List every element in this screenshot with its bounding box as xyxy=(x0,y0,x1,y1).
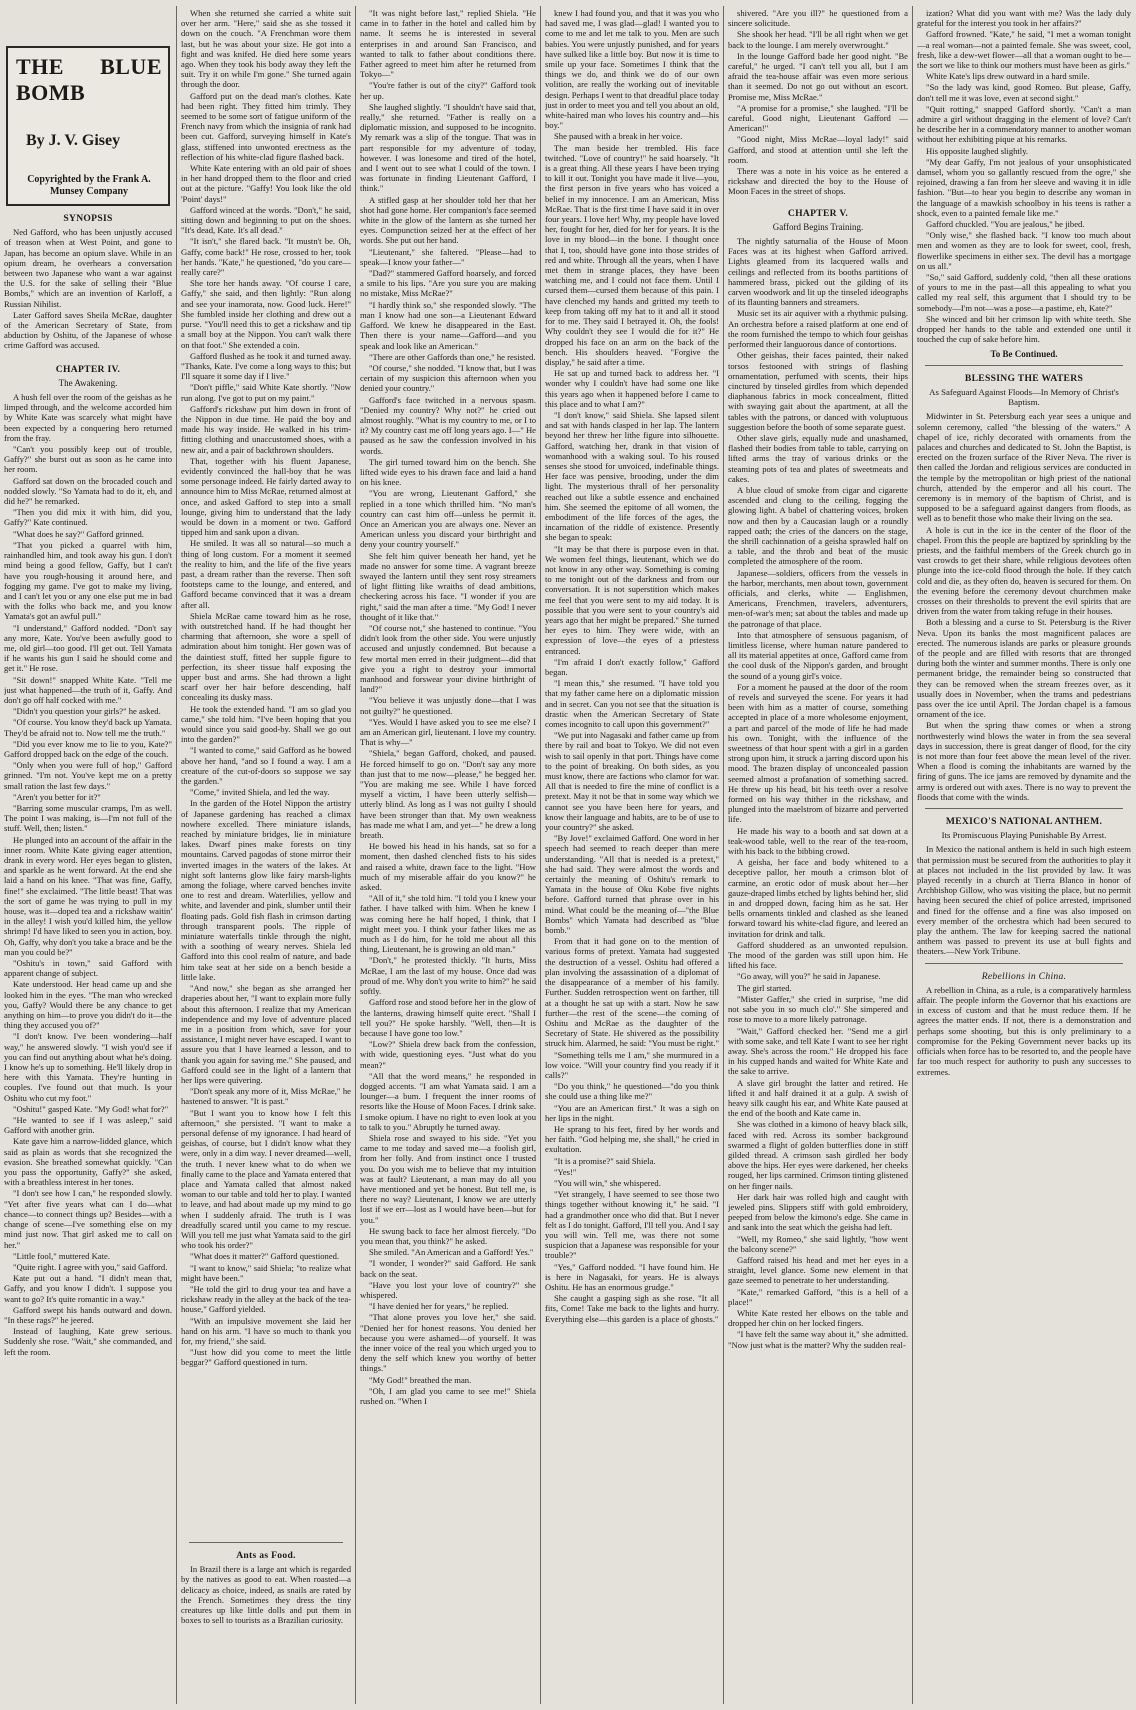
article-paragraph: "I understand," Gafford nodded. "Don't say any more, Kate. You've been awfully good to me, old girl—too good. I'll get out. Tell Yamata if he wants his gun I said he should come and get it." He rose. xyxy=(4,622,172,674)
column-rule xyxy=(176,6,177,1704)
article-paragraph: From that it had gone on to the mention of various forms of pretext. Yamata had suggested the destruction of a vessel. Oshitu had offered a plan involving the assassination of a diplomat of the disappearance of a member of his family. Further. Sudden retrospection went on farther, till at a thought he sat up with a start. Now he saw further—the rest of the scene—the coming of Oshitu and McRae as the daughter of the Secretary of State. He shivered as the possibility struck him. Alarmed, he said: "You must be right." xyxy=(545,936,719,1049)
china-heading: Rebellions in China. xyxy=(981,970,1067,982)
article-paragraph: "It was night before last," replied Shiela. "He came in to father in the hotel and called him by name. It seems he is interested in several enterprises in and around San Francisco, and wanted to talk to father about conditions there. Father agreed to meet him after he returned from Tokyo—" xyxy=(360,8,536,80)
article-paragraph: In Mexico the national anthem is held in such high esteem that permission must be secured from the authorities to play it at places not included in the list provided by law. It was played recently in a church at Tierra Blanco in honor of Archbishop Gillow, who was visiting the place, but no permit having been secured the chief of police arrested, imprisoned and fined for the offense and a fine was also imposed on every member of the orchestra which had been secured to play the anthem. The law for keeping sacred the national anthem was passed to prevent its use at bull fights and theaters.—New York Tribune. xyxy=(917,844,1131,957)
article-paragraph: Other slave girls, equally nude and unashamed, flashed their bodies from table to table, carrying on lifted arms the tray of various drinks or the steaming pots of tea and plates of sweetmeats and cakes. xyxy=(728,432,908,484)
synopsis-paragraph: Later Gafford saves Sheila McRae, daughter of the American Secretary of State, from abduction by Oshitu, of the Japanese of whose crime Gafford was accused. xyxy=(4,309,172,351)
article-paragraph: Gafford's rickshaw put him down in front of the Nippon in due time. He paid the boy and made his way inside. He walked in his trim-fitting clothing and unaccustomed shoes, with a new air, and a pair of backthrown shoulders. xyxy=(181,403,351,455)
article-paragraph: "Yes!" xyxy=(554,1166,577,1177)
article-paragraph: He sprang to his feet, fired by her words and her faith. "God helping me, she shall," he cried in exultation. xyxy=(545,1123,719,1155)
chapter-iv-subheading: The Awakening. xyxy=(58,377,118,388)
article-paragraph: "And now," she began as she arranged her draperies about her, "I want to explain more fully about this afternoon. I realize that my American independence and my love of adventure placed me in a position from which, save for your assistance, I might never have escaped. I want to assure you that I have learned a lesson, and to thank you again for saving me." She paused, and Gafford could see in the light of a lantern that her lips were quivering. xyxy=(181,983,351,1085)
article-paragraph: "Yes," Gafford nodded. "I have found him. He is here in Nagasaki, for years. He is always Oshitu. He has an enormous grudge." xyxy=(545,1261,719,1292)
column-1 xyxy=(4,8,172,1702)
synopsis-paragraph: Ned Gafford, who has been unjustly accused of treason when at West Point, and gone to Japan, has become an opium slave. While in an opium dream, he overhears a conversation between two Japanese who want a war against the U.S. for the sake of selling their "Blue Bombs," which are an invention of Karloff, a Russian Nihilist. xyxy=(4,227,172,309)
blessing-heading: BLESSING THE WATERS xyxy=(964,372,1084,384)
column-rule xyxy=(723,6,724,1704)
article-paragraph: "He wanted to see if I was asleep," said Gafford with another grin. xyxy=(4,1115,172,1136)
article-paragraph: Shiela McRae came toward him as he rose, with outstretched hand. If he had thought her charming that afternoon, she wore a spell of admiration about him tonight. Her gown was of the daintiest stuff, fitted her supple figure to perfection, its sheer tissue half exposing the upper bust and arms. She had thrown a light scarf over her hair before descending, half concealing its dusky mass. xyxy=(181,610,351,703)
article-paragraph: Kate gave him a narrow-lidded glance, which said as plain as words that she recognized the evasion. She breathed somewhat quickly. "Can you pass the opportunity, Gaffy?" she asked, with a breathless interest in her tones. xyxy=(4,1136,172,1188)
copyright-notice: Copyrighted by the Frank A. Munsey Company xyxy=(27,174,151,197)
article-paragraph: When she returned she carried a white suit over her arm. "Here," said she as she tossed it down on the couch. "A Frenchman wore them last, but he was about your size. He got into a fight and was knifed. He died here some years ago. When they took his body away they left the suit. Try it on while I'm gone." She turned again through the door. xyxy=(181,8,351,90)
article-paragraph: "So," said Gafford, suddenly cold, "then all these orations of yours to me in the past—all this appealing to what you called my real self, this argument that I should try to be somebody—I'm not—was a pose—a pastime, eh, Kate?" xyxy=(917,272,1131,313)
article-paragraph: "It may be that there is purpose even in that. We women feel things, lieutenant, which we do not know in any other way. Something is coming to me tonight out of the darkness and from our conversation. It is not superstition which makes me feel that you were sent to my aid today. It is possible that you were sent to your country's aid years ago that her might be prepared." She turned her eyes to him. They were wide, with an expression of love—the eyes of a priestess entranced. xyxy=(545,543,719,656)
column-rule xyxy=(540,6,541,1704)
article-paragraph: In the garden of the Hotel Nippon the artistry of Japanese gardening has reached a climax nowhere excelled. There miniature islands, reached by miniature bridges, lie in miniature lakes. Dwarf pines make forests on tiny mountains. Carved pagodas of stone mirror their inverted images in the waters of the lakes. At night soft lanterns glow like fairy marsh-lights among the foliage, where carved benches invite one to rest and dream. Waterlilies, yellow and white, and lavender and pink, slumber until their floating pads. Gold fish flash in crimson darting through transparent pools. The ripple of miniature waterfalls tinkle through the night, with a soothing of weary nerves. Shiela led Gafford into this cool realm of nature, and bade him take seat at her side on a bench beside a little lake. xyxy=(181,798,351,982)
article-paragraph: Into that atmosphere of sensuous paganism, of limitless license, where human nature pandered to all its material appetites at once, Gafford came from the cool dusk of the Nippon's garden, and brought the sound of a young girl's voice. xyxy=(728,629,908,681)
article-paragraph: Gafford rose and stood before her in the glow of the lanterns, drawing himself quite erect. "Shall I tell you?" He spoke harshly. "Well, then—It is because I have gone too low." xyxy=(360,997,536,1038)
section-divider xyxy=(925,808,1123,809)
article-paragraph: "Just how did you come to meet the little beggar?" Gafford questioned in turn. xyxy=(181,1347,351,1368)
article-paragraph: Both a blessing and a curse to St. Petersburg is the River Neva. Upon its banks the most magnificent palaces are erected. The numerous islands are parks or pleasure grounds of the people and are filled with resorts that are thronged during both the winter and summer months. There is only one permanent bridge, the remainder being so constructed that they can be removed when the stream freezes over, as it usually does in November, when the trams and pedestrians pass over the ice until April. The Jordan chapel is a famous ornament of the ice. xyxy=(917,617,1131,720)
article-paragraph: "I want to know," said Shiela; "to realize what might have been." xyxy=(181,1262,351,1283)
article-paragraph: "My God!" breathed the man. xyxy=(369,1374,472,1385)
article-paragraph: He smiled. It was all so natural—so much a thing of long custom. For a moment it seemed the reality to him, and the life of the five years past, a dream rather than the reverse. Then soft footsteps came to the lounge, and entered, and Gafford became convinced that it was a dream after all. xyxy=(181,538,351,610)
article-paragraph: "I don't know. I've been wondering—half way," he answered slowly. "I wish you'd see if you can find out anything about what he's doing. I know he's up to something. He'll likely drop in here with this Yamata. They're hunting in couples. I've found out that much. Is your Oshitu who cut my foot." xyxy=(4,1031,172,1103)
article-paragraph: White Kate's lips drew outward in a hard smile. xyxy=(926,71,1090,82)
article-paragraph: "Do you think," he questioned—"do you think she could use a thing like me?" xyxy=(545,1081,719,1102)
article-paragraph: shivered. "Are you ill?" he questioned from a sincere solicitude. xyxy=(728,8,908,29)
article-paragraph: "Barring some muscular cramps, I'm as well. The point I was making, is—I'm not full of the stuff. Well, then; listen." xyxy=(4,802,172,834)
article-paragraph: "Of course," she nodded. "I know that, but I was certain of my suspicion this afternoon when you denied your country." xyxy=(360,362,536,394)
column-3 xyxy=(360,8,536,1702)
article-paragraph: She caught a gasping sigh as she rose. "It all fits, Come! Take me back to the lights and hurry. Everything else—this garden is a place of ghosts." xyxy=(545,1293,719,1324)
article-paragraph: "Good night, Miss McRae—loyal lady!" said Gafford, and stood at attention until she left the room. xyxy=(728,134,908,165)
article-paragraph: "Dad?" stammered Gafford hoarsely, and forced a smile to his lips. "Are you sure you are making no mistake, Miss McRae?" xyxy=(360,268,536,299)
article-paragraph: "It isn't," she flared back. "It mustn't be. Oh, Gaffy, come back!" He rose, crossed to her, took her hands. "Kate," he questioned, "do you care—really care?" xyxy=(181,236,351,278)
ants-heading: Ants as Food. xyxy=(236,1550,296,1561)
article-paragraph: Gafford frowned. "Kate," he said, "I met a woman tonight—a real woman—not a painted female. She was sweet, cool, fresh, like a dew-wet flower—all that a woman ought to be—the sort we like to think our mothers must have been as girls." xyxy=(917,29,1131,71)
article-paragraph: He made his way to a booth and sat down at a teak-wood table, well to the rear of the tea-room, with his back to the bibbing crowd. xyxy=(728,825,908,857)
column-2 xyxy=(181,8,351,1702)
article-paragraph: "Only wise," she flashed back. "I know too much about men and women as they are to look for sweet, cool, fresh, flowerlike specimens in either sex. The devil has a mortgage on us all." xyxy=(917,230,1131,271)
article-paragraph: "Of course. You know they'd back up Yamata. They'd be afraid not to. Now tell me the truth." xyxy=(4,717,172,738)
article-paragraph: "Only when you were full of hop," Gafford grinned. "I'm not. You've kept me on a pretty small ration the last few days." xyxy=(4,760,172,791)
column-4-body xyxy=(545,8,719,1324)
article-paragraph: There was a note in his voice as he entered a rickshaw and directed the boy to the House of Moon Faces in the street of shops. xyxy=(728,166,908,197)
article-paragraph: Gafford sat down on the brocaded couch and nodded slowly. "So Yamata had to do it, eh, and did he?" he remarked. xyxy=(4,475,172,507)
article-paragraph: "Kate," remarked Gafford, "this is a hell of a place!" xyxy=(728,1286,908,1307)
article-paragraph: She felt him quiver beneath her hand, yet he made no answer for some time. A vagrant breeze swayed the lantern until they sent rosy streamers of light flitting like wraiths of dead ambitions, checkering across his face. "I wonder if you are right," said the man after a time. "My God! I never thought of it like that." xyxy=(360,550,536,622)
article-paragraph: "Well, my Romeo," she said lightly, "how went the balcony scene?" xyxy=(728,1233,908,1254)
article-paragraph: "I wanted to come," said Gafford as he bowed above her hand, "and so I found a way. I am a creature of the cut-of-doors so suppose we say the garden." xyxy=(181,745,351,787)
article-paragraph: "Something tells me I am," she murmured in a low voice. "Will your country find you ready if it calls?" xyxy=(545,1049,719,1080)
article-paragraph: "A promise for a promise," she laughed. "I'll be careful. Good night, Lieutenant Gafford — American!" xyxy=(728,102,908,134)
article-paragraph: That, together with his fluent Japanese, evidently convinced the hall-boy that he was some personage indeed. He fairly darted away to announce him to Miss McRae, returned almost at once, and asked Gafford to step into a small lounge, giving him to understand that the lady would be down in a moment or two. Gafford tipped him and sank upon a divan. xyxy=(181,455,351,538)
blessing-body xyxy=(917,411,1131,802)
article-paragraph: "What does he say?" Gafford grinned. xyxy=(13,528,144,539)
article-paragraph: "Yes. Would I have asked you to see me else? I am an American girl, lieutenant. I love my country. That is why—" xyxy=(360,716,536,748)
article-paragraph: The man beside her trembled. His face twitched. "Love of country!" he said hoarsely. "It is a great thing. All these years I have been trying to kill it out. Tonight you have made it live—you, the first person in five years who has voiced a belief in my innocence. I am an American, Miss McRae. That is the first time I have said it in over four years. I love her! Why, my people have loved her, fought for her, died for her for years. It is the love in my blood—in the bone. I thought once that I, too, should have gone into those strides of red and white. Through all the years, when I have met them in strange places, they have been watching me, and I could not face them. Until I cursed them—cursed them because of this pain. I have clenched my hands and gritted my teeth to keep from taking off my hat to it and all it stood for to me. They said I betrayed it. Oh, the fools! Why couldn't they see I would die for it?" He dropped his face on an arm on the back of the bench. His shoulders heaved. "Forgive the display," he said after a time. xyxy=(545,142,719,367)
article-paragraph: A rebellion in China, as a rule, is a comparatively harmless affair. The people inform the Governor that his exactions are in excess of custom and that he must reduce them. If he agrees the matter ends. If not, there is a demonstration and perhaps some shooting, but this is only preliminary to a compromise for the Peking Government never backs up its officials when force has to be resorted to, and the people have far too much respect for authority to push any successes to extremes. xyxy=(917,984,1131,1077)
article-paragraph: A slave girl brought the latter and retired. He lifted it and half drained it at a gulp. A swish of heavy silk caught his ear, and White Kate paused at the end of the booth and Kate came in. xyxy=(728,1077,908,1119)
article-paragraph: She tore her hands away. "Of course I care, Gaffy," she said, and then lightly: "Run along and see your inamorata, now. Good luck. Here!" She fumbled inside her clothing and drew out a purse. "You'll need this to get a rickshaw and tip a small boy at the Nippon. You can't walk there on that foot." She extended a coin. xyxy=(181,278,351,350)
article-paragraph: "I hardly think so," she responded slowly. "The man I know had one son—a Lieutenant Edward Gafford. We knew he disappeared in the East. Then there is your name—Gafford—and you speak and look like an American." xyxy=(360,299,536,351)
article-paragraph: "Have you lost your love of country?" she whispered. xyxy=(360,1279,536,1300)
article-paragraph: "Don't piffle," said White Kate shortly. "Now run along. I've got to put on my paint." xyxy=(181,382,351,403)
anthem-dek: Its Promiscuous Playing Punishable By Arrest. xyxy=(941,830,1107,841)
article-paragraph: "Don't speak any more of it, Miss McRae," he hastened to answer. "It is past." xyxy=(181,1086,351,1107)
article-paragraph: Her dark hair was rolled high and caught with jeweled pins. Slippers stiff with gold embroidery, peeped from below the kimono's edge. She came in and sank into the seat which the geisha had left. xyxy=(728,1191,908,1233)
article-paragraph: "I don't see how I can," he responded slowly. "Yet after five years what can I do—what chance—to connect things up? Besides—with a change of scene—I've something else on my mind just now. That girl asked me to call on her." xyxy=(4,1188,172,1250)
article-paragraph: White Kate rested her elbows on the table and dropped her chin on her locked fingers. xyxy=(728,1307,908,1329)
article-paragraph: The nightly saturnalia of the House of Moon Faces was at its highest when Gafford arrived. Lights gleamed from its lacquered walls and ceilings and reflected from its booths partitions of hammered brass, picked out the gilding of its carven woodwork and lit up the tinseled ideographs of its flaunting banners and streamers. xyxy=(728,236,908,308)
column-5-body xyxy=(728,236,908,1350)
article-paragraph: Gafford chuckled. "You are jealous," he jibed. xyxy=(926,219,1085,230)
ants-body xyxy=(181,1564,351,1625)
article-paragraph: "That you picked a quarrel with him, rainhandled him, and took away his gun. I don't mind being a good fellow, Gaffy, but I can't have you rough-housing it around here, and fogging my game. I've got to make my living, and I can't let you or any one else put me in bad with the folks who back me, and you know Yamata's got an awful pull." xyxy=(4,539,172,622)
article-paragraph: The girl started. xyxy=(737,982,792,993)
column-rule xyxy=(912,6,913,1704)
article-paragraph: A blue cloud of smoke from cigar and cigarette ascended and clung to the ceiling, fogging the glowing light. A babel of chattering voices, broken now and then by a Caucasian laugh or a roundly rapped oath; the cries of the dancers on the stage, the shrill cachinnation of a geisha sprawled half on a table, and the throb and beat of the music completed the atmosphere of the room. xyxy=(728,484,908,567)
article-paragraph: Gafford put on the dead man's clothes. Kate had been right. They fitted him trimly. They seemed to be some sort of fatigue uniform of the French navy from which the insignia of rank had been cut. Gafford, surveying himself in Kate's glass, stiffened into unwonted erectness as the reflection of his white-clad figure flashed back. xyxy=(181,90,351,162)
article-paragraph: The girl turned toward him on the bench. She lifted wide eyes to his drawn face and laid a hand on his knee. xyxy=(360,456,536,488)
article-paragraph: "Lieutenant," she faltered. "Please—had to speak—I know your father—" xyxy=(360,246,536,267)
article-paragraph: For a moment he paused at the door of the room of revels and surveyed the scene. For years it had been with him as a matter of course, something accepted in place of a more wholesome enjoyment, a part and parcel of the mode of life he had made his own. Tonight, with the influence of the sweetness of that hour spent with a girl in a garden strong upon him, it struck a jarring discord upon his mood. The brazen display of unconcealed passion seemed almost a profanation of something sacred. He threw up his head, bit his teeth over a resolve formed on his way thither in the rickshaw, and plunged into the maelstrom of bizarre and perverted life. xyxy=(728,681,908,825)
section-divider xyxy=(925,365,1123,366)
article-paragraph: "My dear Gaffy, I'm not jealous of your unsophisticated damsel, whom you so gallantly rescued from the ogre," she rejoined, drawing a fan from her sleeve and waving it in idle fashion. "But—to hear you begin to describe any woman in the language of a mawkish schoolboy in his teens is rather a shock, even to a painted female like me." xyxy=(917,156,1131,218)
article-paragraph: "You are wrong, Lieutenant Gafford," she replied in a tone which thrilled him. "No man's country can cast him off—unless he permit it. Once an American you are always one. Never an American unless you discard your birthright and deny your country yourself." xyxy=(360,488,536,550)
article-paragraph: He swung back to face her almost fiercely. "Do you mean that, you think?" he asked. xyxy=(360,1225,536,1246)
article-paragraph: Midwinter in St. Petersburg each year sees a unique and solemn ceremony, called "the blessing of the waters." A chapel of ice, richly decorated with ornaments from the palaces and churches and dedicated to St. John the Baptist, is erected on the frozen surface of the River Neva. The river is then called the Jordan and religious services are conducted in the temple by the metropolitan or high priest of the national church, attended by the emperor and all his court. The ceremony is in memory of the baptism of Christ, and is supposed to be a safeguard against dangers from floods, as well as to benefit those who make their living on the sea. xyxy=(917,411,1131,524)
article-paragraph: She paused with a break in her voice. xyxy=(554,131,683,142)
article-paragraph: Other geishas, their faces painted, their naked torsos festooned with strings of flashing ornamentation, perfumed with scents, their hips cinctured by tinseled girdles from which depended diaphanous fabrics in mock concealment, flitted with swaying gait about the apartment, at all the tables with the patrons, or danced with voluptuous suggestion before the booth of some separate guest. xyxy=(728,350,908,432)
article-paragraph: "I have denied her for years," he replied. xyxy=(369,1301,509,1312)
article-paragraph: "All of it," she told him. "I told you I knew your father. I have talked with him. When he knew I was coming here he half hoped, I think, that I might meet you. I think your father likes me as much as I do him, for he told me about all this thing, Lieutenant, he is growing an old man." xyxy=(360,893,536,955)
article-paragraph: "Yet strangely, I have seemed to see those two things together without knowing it," he said. "I had a grandmother once who did that. But I never felt as I do tonight. Gafford, I'll tell you. And I say you will win. Tell me, was there not some suspicion that a Japanese was responsible for your trouble?" xyxy=(545,1189,719,1261)
article-paragraph: "By Jove!" exclaimed Gafford. One word in her speech had seemed to reach deeper than mere understanding. "All that is needed is a pretext," she had said. They were almost the words and certainly the meaning of Oshitu's remark to Yamata in the house of Oku Kobe five nights before. Gafford turned that phrase over in his mind. What could be the meaning of—"the Blue Bombs" which Yamata had described as "blue bomb." xyxy=(545,833,719,936)
article-paragraph: Gafford shuddered as an unwonted repulsion. The mood of the garden was still upon him. He lifted his face. xyxy=(728,939,908,971)
article-paragraph: "Shiela," began Gafford, choked, and paused. He forced himself to go on. "Don't say any more than just that to me now—please," he begged her. "You are making me see. While I have forced myself a victim, I have been utterly selfish—utterly blind. As long as I was not guilty I should have been stronger than that. My own weakness has made me what I am, and yet—" he drew a long breath. xyxy=(360,748,536,841)
article-paragraph: She laughed slightly. "I shouldn't have said that, really," she returned. "Father is really on a diplomatic mission, and supposed to be incognito. My remark was a slip of the tongue. That was in part responsible for my adventure of today, however. I was lonesome and tired of the hotel, and I went out to see what I could of the town. I was fortunate in finding Lieutenant Gafford, I think." xyxy=(360,101,536,194)
article-paragraph: "You are an American first." It was a sigh on her lips in the night. xyxy=(545,1102,719,1123)
column-6-body xyxy=(917,8,1131,345)
article-paragraph: "I'm afraid I don't exactly follow," Gafford began. xyxy=(545,656,719,677)
column-4 xyxy=(545,8,719,1702)
article-paragraph: She smiled. "An American and a Gafford! Yes." xyxy=(369,1247,534,1258)
article-paragraph: "Did you ever know me to lie to you, Kate?" Gafford dropped back on the edge of the couch. xyxy=(4,738,172,759)
article-paragraph: "Don't," he protested thickly. "It hurts, Miss McRae, I am the last of my house. Once dad was proud of me. Why don't you write to him?" he said softly. xyxy=(360,955,536,997)
article-paragraph: "There are other Gaffords than one," he resisted. xyxy=(369,351,536,362)
article-paragraph: "Of course not," she hastened to continue. "You didn't look from the other side. You were unjustly accused and unjustly condemned. But because a few mortal men erred in their judgment—did that give you a right to destroy your immortal manhood and forswear your divine birthright of land?" xyxy=(360,622,536,695)
article-paragraph: "We put into Nagasaki and father came up from there by rail and boat to Tokyo. We did not even wish to sail openly in that port. Things have come to the point of breaking. On both sides, as you must know, there are factions who clamor for war. All that is needed to fire the mine of conflict is a pretext. May it not be that in some way which we cannot see you have been here for years, and know their language and habits, are to be of use to your country?" she asked. xyxy=(545,730,719,833)
article-paragraph: He bowed his head in his hands, sat so for a moment, then dashed clenched fists to his sides and raised a white, drawn face to the light. "How much of my miserable affair do you know?" he asked. xyxy=(360,841,536,893)
article-paragraph: Shiela rose and swayed to his side. "Yet you came to me today and saved me—a foolish girl, from her folly. And from instinct once I trusted you. Do you wish me to believe that my intuition was at fault? Lieutenant, a man may do all you have mentioned and yet be honest. But tell me, is there no way? Lieutenant, I know we are utterly lost if we err—lost as I would have been—but for you." xyxy=(360,1132,536,1225)
blessing-dek: As Safeguard Against Floods—In Memory of Christ's Baptism. xyxy=(929,386,1119,408)
article-paragraph: In Brazil there is a large ant which is regarded by the natives as good to eat. When roasted—a delicacy as choice, indeed, as snails are rated by the French. Sometimes they dress the tiny creatures up like little dolls and put them in boxes to sell to tourists as a Brazilian curiosity. xyxy=(181,1564,351,1626)
article-paragraph: ization? What did you want with me? Was the lady duly grateful for the interest you took in her affairs?" xyxy=(917,8,1131,29)
chapter-iv-heading: CHAPTER IV. xyxy=(55,363,121,375)
article-paragraph: "Wait," Gafford checked her. "Send me a girl with some sake, and tell Kate I want to see her right away. She's across the room." He dropped his face in his cupped hands and waited for White Kate and the sake to arrive. xyxy=(728,1025,908,1077)
article-paragraph: He took the extended hand. "I am so glad you came," she told him. "I've been hoping that you would since you said good-by. Shall we go out into the garden?" xyxy=(181,703,351,745)
to-be-continued: To Be Continued. xyxy=(990,348,1058,359)
article-paragraph: In the lounge Gafford bade her good night. "Be careful," he urged. "I can't tell you all, but I am afraid the tea-house affair was even more serious than it seemed. Do not go out without an escort. Promise me, Miss McRae." xyxy=(728,50,908,102)
article-paragraph: "Aren't you better for it?" xyxy=(13,791,101,802)
article-paragraph: "Little fool," muttered Kate. xyxy=(13,1250,110,1261)
article-paragraph: "Quit rotting," snapped Gafford shortly. "Can't a man admire a girl without dragging in the element of love? Can't he describe her in a commendatory manner to another woman without her exhibiting pique at his remarks. xyxy=(917,103,1131,145)
article-paragraph: His opposite laughed slightly. xyxy=(926,145,1029,156)
article-paragraph: "Low?" Shiela drew back from the confession, with wide, questioning eyes. "Just what do you mean?" xyxy=(360,1039,536,1070)
article-paragraph: "Come," invited Shiela, and led the way. xyxy=(190,787,330,798)
article-paragraph: "I wonder, I wonder?" said Gafford. He sank back on the seat. xyxy=(360,1258,536,1279)
article-paragraph: Gafford's face twitched in a nervous spasm. "Denied my country? Why not?" he cried out almost roughly. "What is my country to me, or I to it? My country cast me off long years ago. I—" He paused as he saw the confession involved in his words. xyxy=(360,394,536,456)
article-paragraph: She was clothed in a kimono of heavy black silk, faced with red. Across its somber background swarmed a flight of golden butterflies done in stiff gilded thread. A crimson sash girdled her body above the hips. Her eyes were darkened, her cheeks rouged, her lips carmined. Crimson tinting glistened on her finger nails. xyxy=(728,1119,908,1191)
article-paragraph: He plunged into an account of the affair in the inner room. White Kate giving eager attention, drank in every word. Her eyes began to glisten, and sparkle as he went forward. At the end she laid a hand on his knee. "That was fine, Gaffy, fine!" she exclaimed. "The little beast! That was the sort of game he was trying to pull in my house, was it—doped tea and a rickshaw waitin' in the alley! I wish you'd killed him, the yellow shrimp! I'd have liked to seen you in action, boy. Oh, Gaffy, why don't you take a brace and be the man you could be?" xyxy=(4,834,172,957)
article-paragraph: "Go away, will you?" he said in Japanese. xyxy=(737,971,881,982)
article-paragraph: "You're father is out of the city?" Gafford took her up. xyxy=(360,80,536,101)
column-6 xyxy=(917,8,1131,1702)
article-paragraph: "That alone proves you love her," she said. "Denied her for honest reasons. You denied her because you were ashamed—of yourself. It was the inner voice of the real you which urged you to deny the self which knew you worthy of better things." xyxy=(360,1312,536,1374)
article-paragraph: knew I had found you, and that it was you who had saved me, I was glad—glad! I wanted you to come to me and let me talk to you. Men are such babies. You were unjustly punished, and for years have sulked like a little boy. But now it is time to smile up your face. Sometimes I think that the things we do, and think we do of our own volition, are really the working out of inevitable design. Perhaps I went to that dreadful place today just in order to meet you and tell you about an old, white-haired man who loves his country and—his boy." xyxy=(545,8,719,131)
article-paragraph: "Mister Gaffer," she cried in surprise, "me did not sabe you in so much clo'." She simpered and rose to move to a more likely patronage. xyxy=(728,993,908,1025)
column-5-top xyxy=(728,8,908,197)
column-3-body xyxy=(360,8,536,1406)
article-paragraph: White Kate entering with an old pair of shoes in her hand dropped them to the floor and cried out at the picture. "Gaffy! You look like the old 'Point' days!" xyxy=(181,163,351,204)
article-paragraph: He sat up and turned back to address her. "I wonder why I couldn't have had some one like this years ago when it happened before I came to this place and to what I am?" xyxy=(545,368,719,409)
synopsis-heading: SYNOPSIS xyxy=(63,213,113,224)
anthem-body xyxy=(917,844,1131,956)
article-paragraph: A geisha, her face and body whitened to a deceptive pallor, her mouth a crimson blot of carmine, an erotic odor of musk about her—her gauze-draped limbs etched by lights behind her, slid in and dropped down, facing him as he sat. Her bells ornaments tinkled and clashed as she leaned forward toward his white-clad figure, and leered an invitation for drink and talk. xyxy=(728,857,908,939)
story-byline: By J. V. Gisey xyxy=(26,132,121,149)
article-paragraph: "Quite right. I agree with you," said Gafford. xyxy=(13,1261,168,1272)
column-2-body xyxy=(181,8,351,1536)
section-divider xyxy=(925,963,1123,964)
article-paragraph: "He told the girl to drug your tea and have a rickshaw ready in the alley at the back of the tea-house," Gafford yielded. xyxy=(181,1283,351,1315)
article-paragraph: "I mean this," she resumed. "I have told you that my father came here on a diplomatic mission and in secret. Can you not see that the situation is drastic when the American Secretary of State comes incognito to call upon this government?" xyxy=(545,678,719,730)
article-paragraph: But when the spring thaw comes or when a strong northwesterly wind blows the water in from the sea several days in succession, there is great danger of flood, for the city is not more than four feet above the mean level of the river. When a flood is coming the inhabitants are warned by the firing of guns. The ice jams are removed by dynamite and the army is ordered out with axes. There is no way to prevent the floods that come with the winds. xyxy=(917,720,1131,802)
article-paragraph: "Oshitu's in town," said Gafford with apparent change of subject. xyxy=(4,958,172,979)
article-paragraph: "Didn't you question your girls?" he asked. xyxy=(13,706,161,717)
article-paragraph: "You will win," she whispered. xyxy=(554,1177,661,1188)
article-paragraph: A hush fell over the room of the geishas as he limped through, and the welcome accorded him by White Kate was scarcely what might have been expected by a conquering hero returned from the fray. xyxy=(4,392,172,443)
article-paragraph: Instead of laughing, Kate grew serious. Suddenly she rose. "Wait," she commanded, and left the room. xyxy=(4,1326,172,1357)
article-paragraph: "What does it matter?" Gafford questioned. xyxy=(190,1251,340,1262)
article-paragraph: Gafford swept his hands outward and down. "In these rags?" he jeered. xyxy=(4,1304,172,1325)
article-paragraph: Music set its air aquiver with a rhythmic pulsing. An orchestra before a raised platform at one end of the room furnished the tempo to which four geishas performed their languorous dance of contortions. xyxy=(728,308,908,350)
article-paragraph: Japanese—soldiers, officers from the vessels in the harbor, merchants, men about town, government officials, and clerks, white — Englishmen, Americans, Frenchmen, travelers, adventurers, men-of-war's men; sat about the tables and made up the patronage of that place. xyxy=(728,567,908,629)
article-paragraph: A hole is cut in the ice in the center of the floor of the chapel. From this the people are baptized by sprinkling by the priests, and the faithful members of the Greek church go in vast crowds to get their share, while religious devotees often plunge into the ice-cold flood through the hole. If they catch cold and die, as they often do, heaven is secured for them. On the evening before the ceremony devout churchmen make crosses on their thresholds to prevent the evil spirits that are driven from the water from taking refuge in their houses. xyxy=(917,524,1131,617)
article-paragraph: "All that the word means," he responded in dogged accents. "I am what Yamata said. I am a lounger—a bum. I frequent the inner rooms of resorts like the House of Moon Faces. I drink sake. I smoke opium. I have no right to even look at you to talk to you." Abruptly he turned away. xyxy=(360,1070,536,1132)
article-paragraph: Gafford winced at the words. "Don't," he said, sitting down and beginning to put on the shoes. "It's dead, Kate. It's all dead." xyxy=(181,204,351,236)
anthem-heading: MEXICO'S NATIONAL ANTHEM. xyxy=(945,816,1103,828)
article-paragraph: Gafford flushed as he took it and turned away. "Thanks, Kate. I've come a long ways to this; but I'll square it some day if I live." xyxy=(181,350,351,382)
article-paragraph: "I don't know," said Shiela. She lapsed silent and sat with hands clasped in her lap. The lantern beyond her threw her lithe figure into silhouette. Gafford, watching her, drank in that vision of womanhood with a waking soul. To his roused senses she stood for unvoiced, indefinable things. Her face was pensive, brooding, under the dim light. The mysterious thrall of her personality reached out like a subtle essence and enchained him. She seemed the epitome of all women, the embodiment of the life forces of the ages, the incarnation of the riddle of existence. Presently she began to speak: xyxy=(545,409,719,543)
article-paragraph: "With an impulsive movement she laid her hand on his arm. "I have so much to thank you for, my friend," she said. xyxy=(181,1315,351,1346)
chapter-v-subheading: Gafford Begins Training. xyxy=(772,221,864,232)
article-paragraph: A stifled gasp at her shoulder told her that her shot had gone home. Her companion's face seemed white in the glow of the lantern as she turned her eyes. Compunction seized her at the effect of her words. She put out her hand. xyxy=(360,194,536,246)
story-title: THE BLUE BOMB xyxy=(16,54,162,105)
article-paragraph: "So the lady was kind, good Romeo. But please, Gaffy, don't tell me it was love, even at second sight." xyxy=(917,82,1131,103)
article-paragraph: "Can't you possibly keep out of trouble, Gaffy?" she burst out as soon as he came into her room. xyxy=(4,444,172,475)
article-paragraph: "You believe it was unjustly done—that I was not guilty?" he questioned. xyxy=(360,695,536,716)
column-5 xyxy=(728,8,908,1702)
article-paragraph: "Sit down!" snapped White Kate. "Tell me just what happened—the truth of it, Gaffy. And don't go off half cocked with me." xyxy=(4,674,172,705)
article-paragraph: She shook her head. "I'll be all right when we get back to the lounge. I am merely overwrought." xyxy=(728,29,908,50)
article-paragraph: Kate understood. Her head came up and she looked him in the eyes. "The man who wrecked you, Gaffy? Would there be any chance to get anything on him—to prove you didn't do it—the thing they accused you of?" xyxy=(4,979,172,1031)
article-paragraph: Gafford raised his head and met her eyes in a straight, level glance. Some new element in that gaze seemed to penetrate to her understanding. xyxy=(728,1254,908,1286)
china-body xyxy=(917,985,1131,1077)
article-paragraph: Kate put out a hand. "I didn't mean that, Gaffy, and you know I didn't. I suppose you want to go? It's quite romantic in a way." xyxy=(4,1273,172,1304)
section-divider xyxy=(189,1542,343,1543)
article-paragraph: She winced and bit her crimson lip with white teeth. She dropped her hands to the table and extended one until it touched the cup of sake before him. xyxy=(917,313,1131,345)
article-paragraph: "It is a promise?" said Shiela. xyxy=(554,1155,656,1166)
title-box xyxy=(6,46,170,206)
article-paragraph: "Oh, I am glad you came to see me!" Shiela rushed on. "When I xyxy=(360,1385,536,1407)
column-1-body xyxy=(4,392,172,1357)
article-paragraph: "I have felt the same way about it," she admitted. "Now just what is the matter? Why the sudden real- xyxy=(728,1329,908,1350)
article-paragraph: "Oshitu!" gasped Kate. "My God! what for?" xyxy=(13,1103,169,1114)
chapter-v-heading: CHAPTER V. xyxy=(787,207,849,219)
column-rule xyxy=(355,6,356,1704)
article-paragraph: "But I want you to know how I felt this afternoon," she persisted. "I want to make a personal defense of my ignorance. I had heard of geishas, of course, but I didn't know what they were, only in a dim way. I never dreamed—well, the truth. I never knew what to do when we finally came to the place and Yamata entered that place and Yamata called that almost naked woman to our table and told her to play. I wanted to leave, and had about made up my mind to go when I suddenly afraid. The truth is I was dreadfully scared until you came to my rescue. Will you tell me just what Yamata said to the girl who took his order?" xyxy=(181,1107,351,1251)
article-paragraph: "Then you did mix it with him, did you, Gaffy?" Kate continued. xyxy=(4,507,172,528)
